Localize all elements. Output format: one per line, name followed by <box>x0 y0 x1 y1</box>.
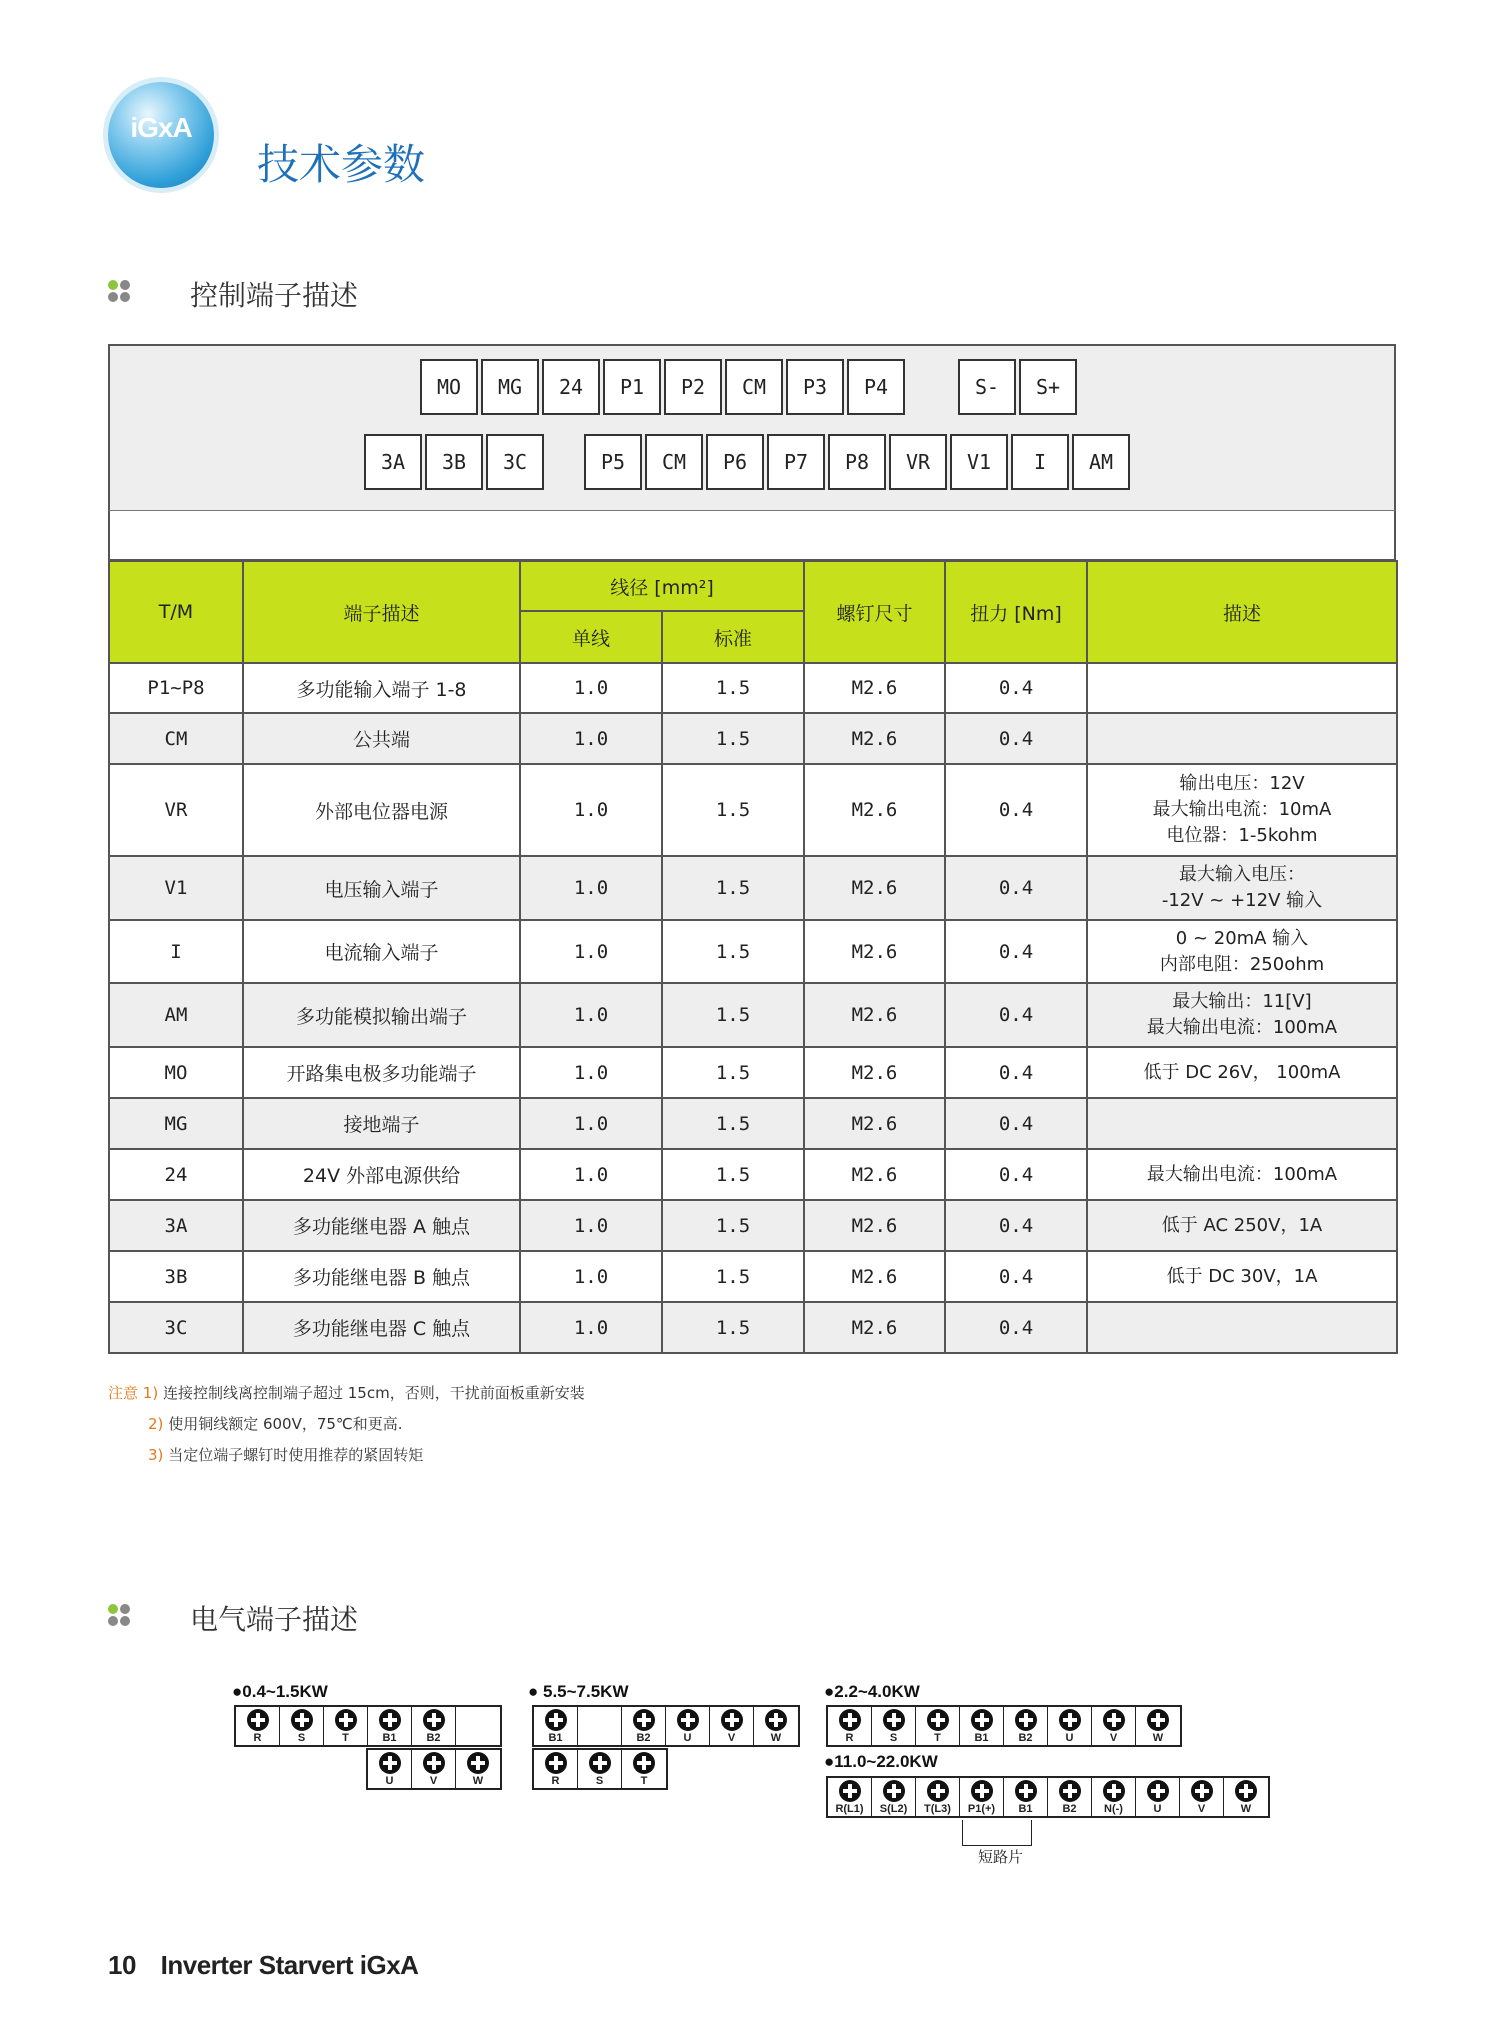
cell-standard: 1.5 <box>662 713 804 764</box>
header-torque: 扭力 [Nm] <box>945 561 1087 663</box>
desc-line: 最大输出：11[V] <box>1172 991 1312 1012</box>
screw-icon <box>883 1780 905 1802</box>
notes <box>108 1378 585 1471</box>
terminal-label: U <box>1153 1803 1162 1815</box>
terminal-label: R <box>551 1775 560 1787</box>
header-screw: 螺钉尺寸 <box>804 561 945 663</box>
desc-line: 低于 DC 30V，1A <box>1166 1265 1318 1287</box>
footer <box>108 1950 418 1981</box>
terminal-label: R <box>845 1732 854 1744</box>
cell-tm: 3C <box>109 1302 243 1353</box>
cell-single: 1.0 <box>520 1302 662 1353</box>
screw-icon <box>1103 1709 1125 1731</box>
cell-single: 1.0 <box>520 713 662 764</box>
screw-icon <box>1015 1780 1037 1802</box>
cell-tm: V1 <box>109 856 243 920</box>
cell-screw: M2.6 <box>804 663 945 713</box>
terminal-label: V <box>1197 1803 1206 1815</box>
terminal-screw <box>872 1707 916 1745</box>
header-standard: 标准 <box>662 611 804 663</box>
terminal-screw <box>754 1707 798 1745</box>
terminal-screw <box>534 1750 578 1788</box>
desc-line: 最大输出电流：100mA <box>1146 1017 1338 1038</box>
terminal-label: S <box>889 1732 898 1744</box>
page-title: 技术参数 <box>257 140 426 189</box>
desc-line: 最大输出电流：100mA <box>1146 1163 1338 1185</box>
terminal-screw <box>1004 1707 1048 1745</box>
cell-screw: M2.6 <box>804 920 945 983</box>
cell-screw: M2.6 <box>804 713 945 764</box>
note-3: 3) 当定位端子螺钉时使用推荐的紧固转矩 <box>148 1446 424 1464</box>
cell-desc <box>1087 856 1397 920</box>
terminal-r2b-7: I <box>1011 434 1069 490</box>
terminal-r1a-5: CM <box>725 359 783 415</box>
cell-single: 1.0 <box>520 1251 662 1302</box>
cell-single: 1.0 <box>520 764 662 856</box>
terminal-screw <box>622 1707 666 1745</box>
cell-tm: VR <box>109 764 243 856</box>
terminal-screw <box>710 1707 754 1745</box>
terminal-screw <box>236 1707 280 1745</box>
section-title-electrical: 电气端子描述 <box>190 1603 359 1636</box>
cell-name: 多功能模拟输出端子 <box>243 983 520 1047</box>
terminal-screw <box>960 1707 1004 1745</box>
cell-single: 1.0 <box>520 1098 662 1149</box>
terminal-screw <box>412 1750 456 1788</box>
section-title-control: 控制端子描述 <box>190 279 359 312</box>
screw-icon <box>291 1709 313 1731</box>
terminal-label: N(-) <box>1104 1803 1123 1815</box>
cell-desc <box>1087 920 1397 983</box>
terminal-r2a-1: 3B <box>425 434 483 490</box>
cell-torque: 0.4 <box>945 1047 1087 1098</box>
logo-text: iGxA <box>130 112 192 143</box>
strip-2.2-4.0kw <box>826 1705 1182 1747</box>
cell-tm: CM <box>109 713 243 764</box>
terminal-screw <box>456 1750 500 1788</box>
terminal-screw <box>1092 1778 1136 1816</box>
terminal-label: S <box>297 1732 306 1744</box>
terminal-r1b-1: S+ <box>1019 359 1077 415</box>
terminal-r2a-2: 3C <box>486 434 544 490</box>
desc-line: 低于 DC 26V， 100mA <box>1143 1061 1341 1083</box>
terminal-screw <box>1224 1778 1268 1816</box>
cell-tm: MO <box>109 1047 243 1098</box>
cell-torque: 0.4 <box>945 983 1087 1047</box>
terminal-label: R(L1) <box>835 1803 864 1815</box>
terminal-r1a-0: MO <box>420 359 478 415</box>
terminal-label: T(L3) <box>924 1803 951 1815</box>
cell-name: 多功能继电器 B 触点 <box>243 1251 520 1302</box>
table-row <box>109 1047 1397 1098</box>
cell-name: 多功能继电器 C 触点 <box>243 1302 520 1353</box>
terminal-r2b-4: P8 <box>828 434 886 490</box>
screw-icon <box>423 1752 445 1774</box>
screw-icon <box>765 1709 787 1731</box>
screw-icon <box>1059 1709 1081 1731</box>
terminal-r2a-0: 3A <box>364 434 422 490</box>
terminal-r1a-7: P4 <box>847 359 905 415</box>
terminal-label: S <box>595 1775 604 1787</box>
note-1: 注意 1) 连接控制线离控制端子超过 15cm，否则，干扰前面板重新安装 <box>108 1384 585 1402</box>
desc-line: 电位器：1-5kohm <box>1166 825 1318 846</box>
screw-icon <box>839 1780 861 1802</box>
cell-single: 1.0 <box>520 856 662 920</box>
terminal-label: B1 <box>382 1732 397 1744</box>
header-desc: 描述 <box>1087 561 1397 663</box>
cell-screw: M2.6 <box>804 1302 945 1353</box>
group-label-5.5-7.5kw: ● 5.5~7.5KW <box>528 1682 629 1701</box>
cell-torque: 0.4 <box>945 856 1087 920</box>
terminal-r2b-8: AM <box>1072 434 1130 490</box>
cell-single: 1.0 <box>520 1200 662 1251</box>
terminal-screw <box>1136 1707 1180 1745</box>
terminal-screw <box>324 1707 368 1745</box>
terminal-label: B2 <box>1062 1803 1077 1815</box>
cell-name: 电压输入端子 <box>243 856 520 920</box>
cell-torque: 0.4 <box>945 1098 1087 1149</box>
screw-icon <box>1103 1780 1125 1802</box>
terminal-screw <box>578 1750 622 1788</box>
header-single: 单线 <box>520 611 662 663</box>
screw-icon <box>1235 1780 1257 1802</box>
cell-standard: 1.5 <box>662 1200 804 1251</box>
cell-name: 电流输入端子 <box>243 920 520 983</box>
terminal-screw <box>1136 1778 1180 1816</box>
short-bar-bracket <box>962 1820 1032 1846</box>
cell-tm: 3A <box>109 1200 243 1251</box>
terminal-screw <box>578 1707 622 1745</box>
footer-title: Inverter Starvert iGxA <box>160 1950 419 1980</box>
cell-torque: 0.4 <box>945 713 1087 764</box>
terminal-r1a-4: P2 <box>664 359 722 415</box>
terminal-screw <box>622 1750 666 1788</box>
terminal-label: U <box>385 1775 394 1787</box>
terminal-r2b-3: P7 <box>767 434 825 490</box>
cell-torque: 0.4 <box>945 1200 1087 1251</box>
table-row <box>109 764 1397 856</box>
cell-name: 公共端 <box>243 713 520 764</box>
cell-desc <box>1087 764 1397 856</box>
cell-desc <box>1087 663 1397 713</box>
cell-torque: 0.4 <box>945 663 1087 713</box>
note-label: 注意 <box>108 1384 139 1402</box>
table-row <box>109 983 1397 1047</box>
cell-single: 1.0 <box>520 1149 662 1200</box>
igxa-logo <box>108 82 214 188</box>
cell-screw: M2.6 <box>804 1098 945 1149</box>
cell-standard: 1.5 <box>662 1251 804 1302</box>
terminal-screw <box>1004 1778 1048 1816</box>
terminal-screw <box>280 1707 324 1745</box>
terminal-label: B2 <box>1018 1732 1033 1744</box>
strip-5.5-7.5kw-bottom <box>532 1748 668 1790</box>
terminal-label: S(L2) <box>879 1803 908 1815</box>
cell-screw: M2.6 <box>804 856 945 920</box>
terminal-screw <box>368 1750 412 1788</box>
terminal-label: B1 <box>974 1732 989 1744</box>
screw-icon <box>1191 1780 1213 1802</box>
strip-5.5-7.5kw-top <box>532 1705 800 1747</box>
terminal-label: V <box>727 1732 736 1744</box>
cell-standard: 1.5 <box>662 1098 804 1149</box>
cell-tm: I <box>109 920 243 983</box>
screw-icon <box>545 1752 567 1774</box>
terminal-r2b-5: VR <box>889 434 947 490</box>
desc-line: -12V ~ +12V 输入 <box>1161 890 1323 911</box>
terminal-r1b-0: S- <box>958 359 1016 415</box>
header-wire: 线径 [mm²] <box>520 561 804 611</box>
screw-icon <box>839 1709 861 1731</box>
terminal-screw <box>1048 1778 1092 1816</box>
terminal-label: B2 <box>636 1732 651 1744</box>
cell-name: 多功能输入端子 1-8 <box>243 663 520 713</box>
cell-name: 24V 外部电源供给 <box>243 1149 520 1200</box>
screw-icon <box>927 1709 949 1731</box>
terminal-screw <box>828 1778 872 1816</box>
cell-name: 外部电位器电源 <box>243 764 520 856</box>
screw-icon <box>423 1709 445 1731</box>
terminal-label: B1 <box>1018 1803 1033 1815</box>
table-row <box>109 713 1397 764</box>
strip-0.4-1.5kw-bottom <box>366 1748 502 1790</box>
screw-icon <box>971 1780 993 1802</box>
cell-name: 开路集电极多功能端子 <box>243 1047 520 1098</box>
terminal-screw <box>368 1707 412 1745</box>
terminal-label: P1(+) <box>967 1803 996 1815</box>
terminal-label: V <box>1109 1732 1118 1744</box>
terminal-screw <box>916 1778 960 1816</box>
header-tm: T/M <box>109 561 243 663</box>
terminal-label: U <box>683 1732 692 1744</box>
cell-desc <box>1087 1200 1397 1251</box>
cell-tm: AM <box>109 983 243 1047</box>
cell-desc <box>1087 983 1397 1047</box>
cell-standard: 1.5 <box>662 1149 804 1200</box>
desc-line: 最大输入电压： <box>1179 864 1305 885</box>
table-row <box>109 1098 1397 1149</box>
table-row <box>109 1200 1397 1251</box>
page-number: 10 <box>108 1950 136 1980</box>
cell-screw: M2.6 <box>804 764 945 856</box>
terminal-r2b-0: P5 <box>584 434 642 490</box>
cell-tm: 3B <box>109 1251 243 1302</box>
table-row <box>109 1149 1397 1200</box>
terminal-label: W <box>1240 1803 1252 1815</box>
short-bar-label: 短路片 <box>978 1848 1024 1866</box>
screw-icon <box>379 1709 401 1731</box>
screw-icon <box>1147 1709 1169 1731</box>
cell-name: 接地端子 <box>243 1098 520 1149</box>
terminal-screw <box>456 1707 500 1745</box>
terminal-label: T <box>934 1732 941 1744</box>
desc-line: 低于 AC 250V，1A <box>1161 1214 1323 1236</box>
table-row <box>109 856 1397 920</box>
terminal-screw <box>412 1707 456 1745</box>
terminal-screw <box>1092 1707 1136 1745</box>
cell-torque: 0.4 <box>945 764 1087 856</box>
cell-standard: 1.5 <box>662 663 804 713</box>
cell-desc <box>1087 1251 1397 1302</box>
desc-line: 0 ~ 20mA 输入 <box>1175 927 1309 949</box>
screw-icon <box>247 1709 269 1731</box>
group-label-2.2-4.0kw: ●2.2~4.0KW <box>824 1682 920 1701</box>
cell-desc <box>1087 1302 1397 1353</box>
cell-desc <box>1087 1098 1397 1149</box>
screw-icon <box>633 1709 655 1731</box>
screw-icon <box>677 1709 699 1731</box>
table-row <box>109 1302 1397 1353</box>
control-terminal-spacer <box>108 510 1396 561</box>
screw-icon <box>467 1752 489 1774</box>
terminal-label: T <box>640 1775 648 1787</box>
cell-desc <box>1087 1047 1397 1098</box>
cell-desc <box>1087 713 1397 764</box>
screw-icon <box>883 1709 905 1731</box>
screw-icon <box>927 1780 949 1802</box>
cell-standard: 1.5 <box>662 856 804 920</box>
cell-screw: M2.6 <box>804 1149 945 1200</box>
cell-standard: 1.5 <box>662 983 804 1047</box>
terminal-r2b-1: CM <box>645 434 703 490</box>
terminal-label: V <box>429 1775 438 1787</box>
terminal-screw <box>828 1707 872 1745</box>
terminal-screw <box>534 1707 578 1745</box>
terminal-label: W <box>472 1775 484 1787</box>
terminal-screw <box>1048 1707 1092 1745</box>
cell-tm: 24 <box>109 1149 243 1200</box>
cell-tm: MG <box>109 1098 243 1149</box>
screw-icon <box>1015 1709 1037 1731</box>
cell-standard: 1.5 <box>662 1302 804 1353</box>
screw-icon <box>335 1709 357 1731</box>
terminal-label: W <box>1152 1732 1164 1744</box>
cell-desc <box>1087 1149 1397 1200</box>
cell-screw: M2.6 <box>804 983 945 1047</box>
note-2: 2) 使用铜线额定 600V，75℃和更高. <box>148 1415 403 1433</box>
table-row <box>109 663 1397 713</box>
section-bullet-icon <box>108 1604 132 1628</box>
terminal-r2b-2: P6 <box>706 434 764 490</box>
cell-standard: 1.5 <box>662 920 804 983</box>
cell-screw: M2.6 <box>804 1047 945 1098</box>
terminal-screw <box>1180 1778 1224 1816</box>
terminal-screw <box>916 1707 960 1745</box>
terminal-label: W <box>770 1732 782 1744</box>
terminal-label: T <box>342 1732 349 1744</box>
cell-single: 1.0 <box>520 983 662 1047</box>
cell-tm: P1~P8 <box>109 663 243 713</box>
strip-0.4-1.5kw-top <box>234 1705 502 1747</box>
cell-standard: 1.5 <box>662 1047 804 1098</box>
desc-line: 最大输出电流：10mA <box>1152 799 1332 820</box>
cell-screw: M2.6 <box>804 1200 945 1251</box>
cell-torque: 0.4 <box>945 1251 1087 1302</box>
cell-name: 多功能继电器 A 触点 <box>243 1200 520 1251</box>
screw-icon <box>721 1709 743 1731</box>
terminal-label: R <box>253 1732 262 1744</box>
strip-11.0-22.0kw <box>826 1776 1270 1818</box>
terminal-r1a-2: 24 <box>542 359 600 415</box>
cell-torque: 0.4 <box>945 920 1087 983</box>
cell-screw: M2.6 <box>804 1251 945 1302</box>
terminal-r1a-6: P3 <box>786 359 844 415</box>
terminal-label: B1 <box>548 1732 563 1744</box>
screw-icon <box>1147 1780 1169 1802</box>
desc-line: 内部电阻：250ohm <box>1159 953 1325 975</box>
group-label-11.0-22.0kw: ●11.0~22.0KW <box>824 1752 938 1771</box>
terminal-screw <box>960 1778 1004 1816</box>
cell-single: 1.0 <box>520 1047 662 1098</box>
desc-line: 输出电压：12V <box>1179 773 1305 794</box>
cell-single: 1.0 <box>520 663 662 713</box>
terminal-label: B2 <box>426 1732 441 1744</box>
terminal-r2b-6: V1 <box>950 434 1008 490</box>
screw-icon <box>633 1752 655 1774</box>
screw-icon <box>379 1752 401 1774</box>
terminal-label: U <box>1065 1732 1074 1744</box>
terminal-screw <box>872 1778 916 1816</box>
section-bullet-icon <box>108 280 132 304</box>
screw-icon <box>971 1709 993 1731</box>
terminal-r1a-1: MG <box>481 359 539 415</box>
table-row <box>109 920 1397 983</box>
cell-torque: 0.4 <box>945 1149 1087 1200</box>
header-term-desc: 端子描述 <box>243 561 520 663</box>
table-row <box>109 1251 1397 1302</box>
screw-icon <box>589 1752 611 1774</box>
terminal-r1a-3: P1 <box>603 359 661 415</box>
terminal-screw <box>666 1707 710 1745</box>
cell-standard: 1.5 <box>662 764 804 856</box>
cell-torque: 0.4 <box>945 1302 1087 1353</box>
control-terminal-table <box>108 560 1398 1354</box>
screw-icon <box>1059 1780 1081 1802</box>
group-label-0.4-1.5kw: ●0.4~1.5KW <box>232 1682 328 1701</box>
cell-single: 1.0 <box>520 920 662 983</box>
screw-icon <box>545 1709 567 1731</box>
